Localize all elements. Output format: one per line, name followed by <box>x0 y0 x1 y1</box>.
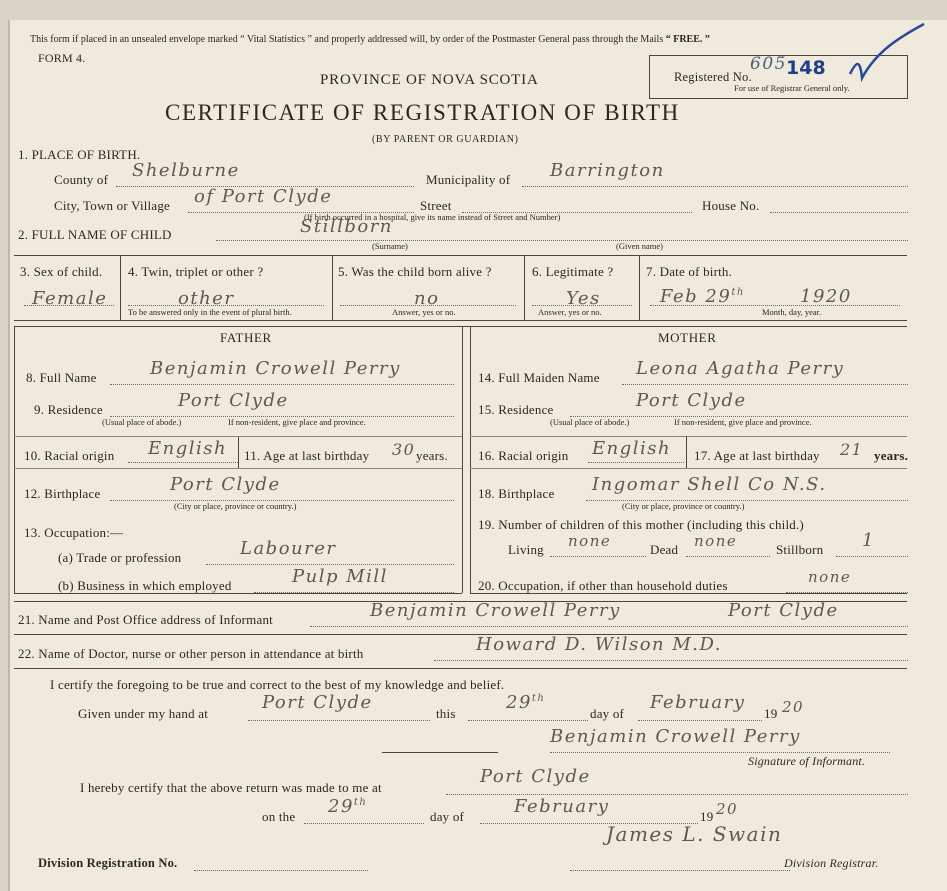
twin-label: 4. Twin, triplet or other ? <box>128 264 264 279</box>
divider <box>332 255 333 320</box>
living-value: none <box>568 532 612 550</box>
on-year-suffix: 20 <box>716 800 739 818</box>
parents-top-line <box>14 326 907 327</box>
registered-label: Registered No. <box>674 70 752 84</box>
father-birthplace-value: Port Clyde <box>170 474 281 495</box>
dead-line <box>686 556 770 557</box>
city-label: City, Town or Village <box>54 198 171 213</box>
business-label: (b) Business in which employed <box>58 578 232 593</box>
division-number-label: Division Registration No. <box>38 856 178 870</box>
given-under-label: Given under my hand at <box>78 706 209 721</box>
father-racial-label: 10. Racial origin <box>24 448 115 463</box>
notice-free: “ FREE. ” <box>665 34 710 45</box>
divider <box>238 436 239 468</box>
registered-prefix: 605 <box>750 54 787 74</box>
legitimate-label: 6. Legitimate ? <box>532 264 614 279</box>
registrar-signature: James L. Swain <box>606 822 783 846</box>
living-label: Living <box>508 542 544 557</box>
hospital-note: (If birth occurred in a hospital, give its name instead of Street and Number) <box>304 212 561 222</box>
grid-top-line <box>14 255 907 256</box>
twin-note: To be answered only in the event of plural birth. <box>128 307 292 317</box>
child-name-line <box>216 240 908 241</box>
mother-name-value: Leona Agatha Perry <box>636 358 845 379</box>
dead-label: Dead <box>650 542 679 557</box>
father-residence-label: 9. Residence <box>34 402 103 417</box>
municipality-label: Municipality of <box>426 172 511 187</box>
given-year-prefix: 19 <box>764 706 778 721</box>
divider <box>686 436 687 468</box>
birth-year-value: 1920 <box>800 286 852 307</box>
mother-occupation-line <box>786 592 908 593</box>
divider <box>470 326 471 593</box>
divider <box>462 326 463 593</box>
divider <box>120 255 121 320</box>
mother-residence-label: 15. Residence <box>478 402 554 417</box>
mother-city-note: (City or place, province or country.) <box>622 501 745 511</box>
father-name-value: Benjamin Crowell Perry <box>150 358 401 379</box>
mother-heading: MOTHER <box>658 330 717 345</box>
divider <box>14 326 15 593</box>
informant-address-value: Port Clyde <box>728 600 839 621</box>
mother-name-label: 14. Full Maiden Name <box>478 370 600 385</box>
signature-label: Signature of Informant. <box>748 754 866 768</box>
father-residence-value: Port Clyde <box>178 390 289 411</box>
mother-age-label: 17. Age at last birthday <box>694 448 820 463</box>
mother-age-value: 21 <box>840 440 864 459</box>
business-value: Pulp Mill <box>292 566 388 587</box>
stillborn-line <box>836 556 908 557</box>
father-age-label: 11. Age at last birthday <box>244 448 370 463</box>
given-month-value: February <box>650 692 746 713</box>
informant-label: 21. Name and Post Office address of Informant <box>18 612 273 627</box>
surname-note: (Surname) <box>372 241 408 251</box>
given-name-note: (Given name) <box>616 241 663 251</box>
twin-line <box>128 305 324 306</box>
birth-month-day: Feb 29 <box>660 286 732 307</box>
county-value: Shelburne <box>132 160 240 181</box>
mother-birthplace-label: 18. Birthplace <box>478 486 555 501</box>
registrar-signature-line <box>570 870 790 871</box>
mother-residence-value: Port Clyde <box>636 390 747 411</box>
dead-value: none <box>694 532 738 550</box>
father-abode-note: (Usual place of abode.) <box>102 417 182 427</box>
living-line <box>550 556 646 557</box>
this-day-value <box>506 692 545 713</box>
given-day-suffix: th <box>531 693 546 704</box>
certify-statement: I certify the foregoing to be true and correct to the best of my knowledge and belief. <box>50 677 505 692</box>
father-racial-value: English <box>148 438 228 459</box>
municipality-value: Barrington <box>550 160 665 181</box>
return-day: 29 <box>328 796 354 817</box>
mother-racial-label: 16. Racial origin <box>478 448 569 463</box>
this-label: this <box>436 706 456 721</box>
house-number-label: House No. <box>702 198 760 213</box>
this-day-line <box>468 720 588 721</box>
signature-rule <box>382 752 498 753</box>
child-name-value: Stillborn <box>300 216 393 237</box>
father-name-label: 8. Full Name <box>26 370 97 385</box>
divider <box>639 255 640 320</box>
informant-value: Benjamin Crowell Perry <box>370 600 621 621</box>
divider <box>524 255 525 320</box>
sex-label: 3. Sex of child. <box>20 264 103 279</box>
registrar-only-note: For use of Registrar General only. <box>734 83 850 93</box>
mother-racial-line <box>588 462 684 463</box>
date-line <box>650 305 900 306</box>
place-of-birth-label: 1. PLACE OF BIRTH. <box>18 147 141 162</box>
date-of-birth-value <box>660 286 745 307</box>
mother-abode-note: (Usual place of abode.) <box>550 417 630 427</box>
father-years-label: years. <box>416 448 448 463</box>
mother-racial-value: English <box>592 438 672 459</box>
trade-line <box>206 564 454 565</box>
born-alive-note: Answer, yes or no. <box>392 307 456 317</box>
trade-label: (a) Trade or profession <box>58 550 182 565</box>
day-of-label: day of <box>590 706 625 721</box>
doctor-line <box>434 660 908 661</box>
page-title: CERTIFICATE OF REGISTRATION OF BIRTH <box>165 100 680 125</box>
father-heading: FATHER <box>220 330 272 345</box>
on-day-line <box>304 823 424 824</box>
born-alive-label: 5. Was the child born alive ? <box>338 264 492 279</box>
mother-occupation-value: none <box>808 568 852 586</box>
born-alive-line <box>340 305 516 306</box>
father-separator <box>14 436 462 437</box>
registrar-label: Division Registrar. <box>784 856 879 870</box>
mother-birthplace-value: Ingomar Shell Co N.S. <box>592 474 827 495</box>
signature-line <box>550 752 890 753</box>
certificate-sheet <box>8 20 947 891</box>
given-place-line <box>248 720 430 721</box>
return-place-line <box>446 794 908 795</box>
legitimate-value: Yes <box>566 288 601 309</box>
legitimate-note: Answer, yes or no. <box>538 307 602 317</box>
date-note: Month, day, year. <box>762 307 822 317</box>
father-age-value: 30 <box>392 440 416 459</box>
trade-value: Labourer <box>240 538 337 559</box>
father-racial-line <box>128 462 238 463</box>
sex-line <box>24 305 114 306</box>
father-city-note: (City or place, province or country.) <box>174 501 297 511</box>
return-place-value: Port Clyde <box>480 766 591 787</box>
registered-number: 148 <box>786 57 826 79</box>
doctor-value: Howard D. Wilson M.D. <box>476 634 723 655</box>
mailing-notice <box>30 34 710 45</box>
mother-name-line <box>622 384 908 385</box>
father-nonresident-note: If non-resident, give place and province. <box>228 417 366 427</box>
informant-bottom-line <box>14 634 907 635</box>
mother-separator <box>470 468 907 469</box>
father-name-line <box>110 384 454 385</box>
municipality-line <box>522 186 908 187</box>
return-day-suffix: th <box>353 797 368 808</box>
sex-value: Female <box>32 288 108 309</box>
on-the-label: on the <box>262 809 296 824</box>
division-number-line <box>194 870 368 871</box>
informant-line <box>310 626 908 627</box>
father-birthplace-label: 12. Birthplace <box>24 486 101 501</box>
form-number: FORM 4. <box>38 51 86 65</box>
mother-nonresident-note: If non-resident, give place and province. <box>674 417 812 427</box>
city-value: of Port Clyde <box>194 186 333 207</box>
business-line <box>254 592 454 593</box>
child-name-label: 2. FULL NAME OF CHILD <box>18 227 172 242</box>
born-alive-value: no <box>414 288 440 309</box>
check-mark-icon <box>848 22 928 82</box>
given-day: 29 <box>506 692 532 713</box>
house-number-line <box>770 212 908 213</box>
province-heading: PROVINCE OF NOVA SCOTIA <box>320 72 539 88</box>
occupation-label: 13. Occupation:— <box>24 525 124 540</box>
twin-value: other <box>178 288 235 309</box>
given-place-value: Port Clyde <box>262 692 373 713</box>
notice-text: This form if placed in an unsealed envelope marked “ Vital Statistics ” and properly addressed will, by order of the Postmaster General pass through the Mails <box>30 34 664 45</box>
return-statement: I hereby certify that the above return was made to me at <box>80 780 382 795</box>
on-month-value: February <box>514 796 610 817</box>
legitimate-line <box>532 305 632 306</box>
father-separator <box>14 468 462 469</box>
stillborn-label: Stillborn <box>776 542 824 557</box>
mother-occupation-label: 20. Occupation, if other than household duties <box>478 578 728 593</box>
on-day-value <box>328 796 367 817</box>
informant-signature: Benjamin Crowell Perry <box>550 726 801 747</box>
on-year-prefix: 19 <box>700 809 714 824</box>
doctor-bottom-line <box>14 668 907 669</box>
county-label: County of <box>54 172 109 187</box>
stillborn-value: 1 <box>862 530 875 551</box>
grid-bottom-line <box>14 320 907 321</box>
doctor-label: 22. Name of Doctor, nurse or other person in attendance at birth <box>18 646 364 661</box>
month-line <box>638 720 762 721</box>
mother-years-label: years. <box>874 448 909 463</box>
street-label: Street <box>420 198 452 213</box>
given-year-suffix: 20 <box>782 698 805 716</box>
children-count-label: 19. Number of children of this mother (including this child.) <box>478 517 804 532</box>
on-day-of-label: day of <box>430 809 465 824</box>
birth-day-suffix: th <box>731 287 745 298</box>
mother-separator <box>470 436 907 437</box>
date-of-birth-label: 7. Date of birth. <box>646 264 733 279</box>
page-subtitle: (BY PARENT OR GUARDIAN) <box>372 134 519 145</box>
